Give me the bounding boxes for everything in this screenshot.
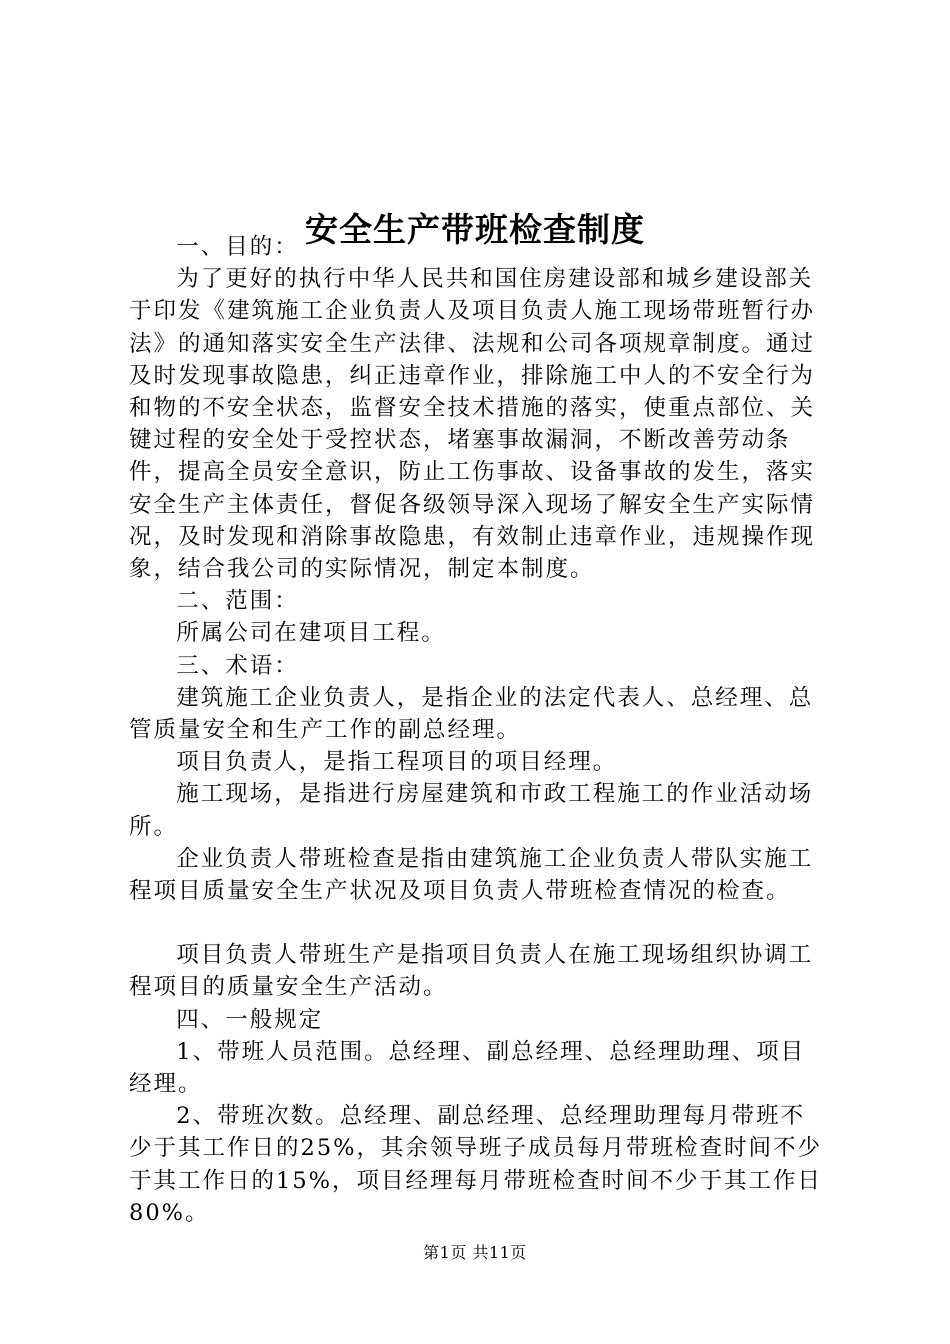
paragraph-spacer (129, 907, 829, 939)
document-body (129, 231, 829, 1229)
term-project-leader: 项目负责人，是指工程项目的项目经理。 (176, 749, 618, 776)
rule-frequency: 2、带班次数。总经理、副总经理、总经理助理每月带班不少于其工作日的25%，其余领导班子成员每月带班检查时间不少于其工作日的15%，项目经理每月带班检查时间不少于其工作日80%。 (129, 1103, 823, 1226)
scope-paragraph: 所属公司在建项目工程。 (176, 620, 446, 647)
term-enterprise-inspection: 企业负责人带班检查是指由建筑施工企业负责人带队实施工程项目质量安全生产状况及项目负责人带班检查情况的检查。 (129, 845, 814, 905)
section-heading-purpose: 一、目的： (176, 234, 299, 260)
document-title: 安全生产带班检查制度 (305, 210, 645, 250)
section-heading-scope: 二、范围： (176, 588, 299, 615)
term-construction-site: 施工现场，是指进行房屋建筑和市政工程施工的作业活动场所。 (129, 781, 814, 840)
term-project-production: 项目负责人带班生产是指项目负责人在施工现场组织协调工程项目的质量安全生产活动。 (129, 942, 814, 1001)
purpose-paragraph: 为了更好的执行中华人民共和国住房建设部和城乡建设部关于印发《建筑施工企业负责人及项目负责人施工现场带班暂行办法》的通知落实安全生产法律、法规和公司各项规章制度。通过及时发现事故隐患，纠正违章作业，排除施工中人的不安全行为和物的不安全状态，监督安全技术措施的落实，使重点部位、关键过程的安全处于受控状态，堵塞事故漏洞，不断改善劳动条件，提高全员安全意识，防止工伤事故、设备事故的发生，落实安全生产主体责任，督促各级领导深入现场了解安全生产实际情况，及时发现和消除事故隐患，有效制止违章作业，违规操作现象，结合我公司的实际情况，制定本制度。 (129, 266, 816, 583)
page-number-footer: 第1页 共11页 (423, 1243, 527, 1262)
section-heading-general-rules: 四、一般规定 (176, 1006, 324, 1033)
term-enterprise-leader: 建筑施工企业负责人，是指企业的法定代表人、总经理、总管质量安全和生产工作的副总经理。 (129, 684, 814, 744)
section-heading-terms: 三、术语： (176, 652, 299, 679)
rule-personnel-scope: 1、带班人员范围。总经理、副总经理、总经理助理、项目经理。 (129, 1038, 806, 1098)
